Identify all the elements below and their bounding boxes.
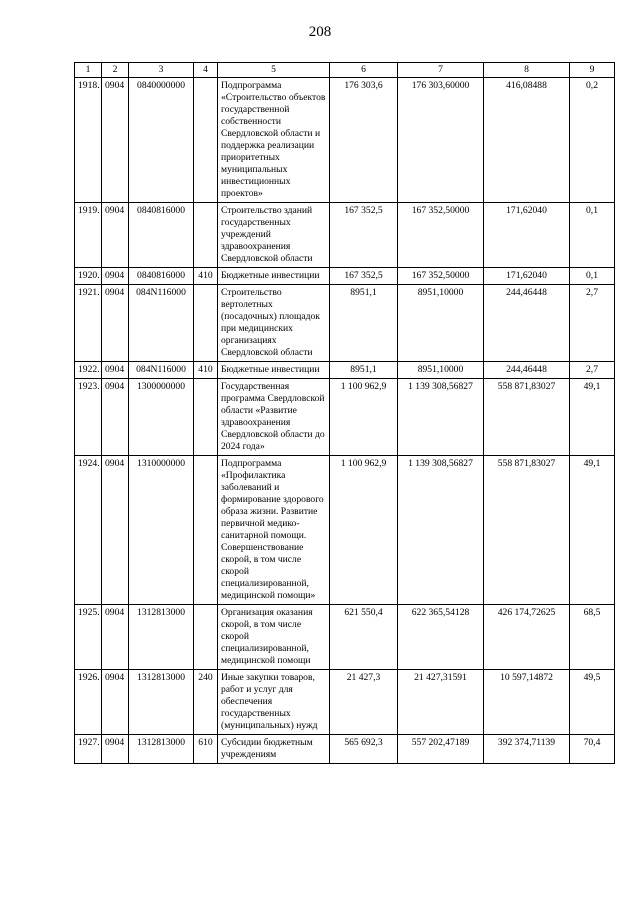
section-code: 0904 bbox=[102, 735, 129, 764]
item-name: Подпрограмма «Профилактика заболеваний и формирование здорового образа жизни. Развитие первичной медико-санитарной помощи. Совершенствование скорой, в том числе скорой специализированной, медицинской помощи» bbox=[218, 456, 330, 605]
target-code: 0840816000 bbox=[129, 203, 194, 268]
section-code: 0904 bbox=[102, 78, 129, 203]
amount-col7: 21 427,31591 bbox=[398, 670, 484, 735]
target-code: 0840816000 bbox=[129, 268, 194, 285]
expense-type: 410 bbox=[194, 362, 218, 379]
expense-type bbox=[194, 203, 218, 268]
col-header-2: 2 bbox=[102, 63, 129, 78]
row-number: 1927. bbox=[75, 735, 102, 764]
expense-type bbox=[194, 285, 218, 362]
col-header-3: 3 bbox=[129, 63, 194, 78]
expense-type: 410 bbox=[194, 268, 218, 285]
percent-col9: 68,5 bbox=[570, 605, 615, 670]
amount-col8: 416,08488 bbox=[484, 78, 570, 203]
amount-col7: 1 139 308,56827 bbox=[398, 379, 484, 456]
percent-col9: 49,1 bbox=[570, 379, 615, 456]
col-header-1: 1 bbox=[75, 63, 102, 78]
row-number: 1926. bbox=[75, 670, 102, 735]
amount-col6: 621 550,4 bbox=[330, 605, 398, 670]
amount-col8: 558 871,83027 bbox=[484, 379, 570, 456]
amount-col6: 565 692,3 bbox=[330, 735, 398, 764]
section-code: 0904 bbox=[102, 456, 129, 605]
col-header-8: 8 bbox=[484, 63, 570, 78]
expense-type bbox=[194, 78, 218, 203]
target-code: 084N116000 bbox=[129, 285, 194, 362]
amount-col6: 1 100 962,9 bbox=[330, 456, 398, 605]
section-code: 0904 bbox=[102, 268, 129, 285]
col-header-6: 6 bbox=[330, 63, 398, 78]
percent-col9: 49,5 bbox=[570, 670, 615, 735]
target-code: 084N116000 bbox=[129, 362, 194, 379]
percent-col9: 70,4 bbox=[570, 735, 615, 764]
col-header-9: 9 bbox=[570, 63, 615, 78]
table-row bbox=[75, 268, 615, 285]
percent-col9: 2,7 bbox=[570, 362, 615, 379]
amount-col8: 244,46448 bbox=[484, 285, 570, 362]
target-code: 0840000000 bbox=[129, 78, 194, 203]
row-number: 1919. bbox=[75, 203, 102, 268]
amount-col7: 176 303,60000 bbox=[398, 78, 484, 203]
amount-col7: 622 365,54128 bbox=[398, 605, 484, 670]
col-header-5: 5 bbox=[218, 63, 330, 78]
amount-col7: 1 139 308,56827 bbox=[398, 456, 484, 605]
amount-col6: 176 303,6 bbox=[330, 78, 398, 203]
row-number: 1923. bbox=[75, 379, 102, 456]
target-code: 1312813000 bbox=[129, 605, 194, 670]
section-code: 0904 bbox=[102, 379, 129, 456]
amount-col6: 167 352,5 bbox=[330, 203, 398, 268]
target-code: 1312813000 bbox=[129, 735, 194, 764]
amount-col8: 558 871,83027 bbox=[484, 456, 570, 605]
section-code: 0904 bbox=[102, 605, 129, 670]
amount-col6: 1 100 962,9 bbox=[330, 379, 398, 456]
target-code: 1312813000 bbox=[129, 670, 194, 735]
percent-col9: 0,2 bbox=[570, 78, 615, 203]
section-code: 0904 bbox=[102, 285, 129, 362]
table-row bbox=[75, 670, 615, 735]
item-name: Государственная программа Свердловской области «Развитие здравоохранения Свердловской области до 2024 года» bbox=[218, 379, 330, 456]
table-row bbox=[75, 203, 615, 268]
row-number: 1920. bbox=[75, 268, 102, 285]
section-code: 0904 bbox=[102, 362, 129, 379]
amount-col8: 392 374,71139 bbox=[484, 735, 570, 764]
section-code: 0904 bbox=[102, 670, 129, 735]
table-row bbox=[75, 379, 615, 456]
row-number: 1922. bbox=[75, 362, 102, 379]
item-name: Иные закупки товаров, работ и услуг для обеспечения государственных (муниципальных) нужд bbox=[218, 670, 330, 735]
percent-col9: 0,1 bbox=[570, 203, 615, 268]
item-name: Подпрограмма «Строительство объектов государственной собственности Свердловской области и поддержка реализации приоритетных муниципальных инвестиционных проектов» bbox=[218, 78, 330, 203]
expense-type: 240 bbox=[194, 670, 218, 735]
expense-type bbox=[194, 605, 218, 670]
amount-col8: 171,62040 bbox=[484, 203, 570, 268]
table-row bbox=[75, 456, 615, 605]
expense-type bbox=[194, 456, 218, 605]
amount-col7: 557 202,47189 bbox=[398, 735, 484, 764]
row-number: 1925. bbox=[75, 605, 102, 670]
item-name: Строительство вертолетных (посадочных) площадок при медицинских организациях Свердловской области bbox=[218, 285, 330, 362]
amount-col6: 8951,1 bbox=[330, 362, 398, 379]
col-header-4: 4 bbox=[194, 63, 218, 78]
column-number-row bbox=[75, 63, 615, 78]
percent-col9: 0,1 bbox=[570, 268, 615, 285]
amount-col6: 21 427,3 bbox=[330, 670, 398, 735]
row-number: 1921. bbox=[75, 285, 102, 362]
amount-col7: 167 352,50000 bbox=[398, 203, 484, 268]
amount-col7: 167 352,50000 bbox=[398, 268, 484, 285]
table-row bbox=[75, 735, 615, 764]
amount-col7: 8951,10000 bbox=[398, 285, 484, 362]
amount-col6: 8951,1 bbox=[330, 285, 398, 362]
item-name: Субсидии бюджетным учреждениям bbox=[218, 735, 330, 764]
table-row bbox=[75, 605, 615, 670]
target-code: 1310000000 bbox=[129, 456, 194, 605]
item-name: Организация оказания скорой, в том числе скорой специализированной, медицинской помощи bbox=[218, 605, 330, 670]
page-number: 208 bbox=[308, 24, 332, 40]
expense-type bbox=[194, 379, 218, 456]
item-name: Бюджетные инвестиции bbox=[218, 268, 330, 285]
col-header-7: 7 bbox=[398, 63, 484, 78]
expense-type: 610 bbox=[194, 735, 218, 764]
table-row bbox=[75, 78, 615, 203]
table-row bbox=[75, 285, 615, 362]
item-name: Бюджетные инвестиции bbox=[218, 362, 330, 379]
row-number: 1918. bbox=[75, 78, 102, 203]
row-number: 1924. bbox=[75, 456, 102, 605]
amount-col6: 167 352,5 bbox=[330, 268, 398, 285]
amount-col8: 244,46448 bbox=[484, 362, 570, 379]
amount-col8: 171,62040 bbox=[484, 268, 570, 285]
section-code: 0904 bbox=[102, 203, 129, 268]
item-name: Строительство зданий государственных учреждений здравоохранения Свердловской области bbox=[218, 203, 330, 268]
amount-col7: 8951,10000 bbox=[398, 362, 484, 379]
table-row bbox=[75, 362, 615, 379]
budget-table bbox=[74, 62, 615, 764]
target-code: 1300000000 bbox=[129, 379, 194, 456]
percent-col9: 2,7 bbox=[570, 285, 615, 362]
percent-col9: 49,1 bbox=[570, 456, 615, 605]
amount-col8: 426 174,72625 bbox=[484, 605, 570, 670]
amount-col8: 10 597,14872 bbox=[484, 670, 570, 735]
